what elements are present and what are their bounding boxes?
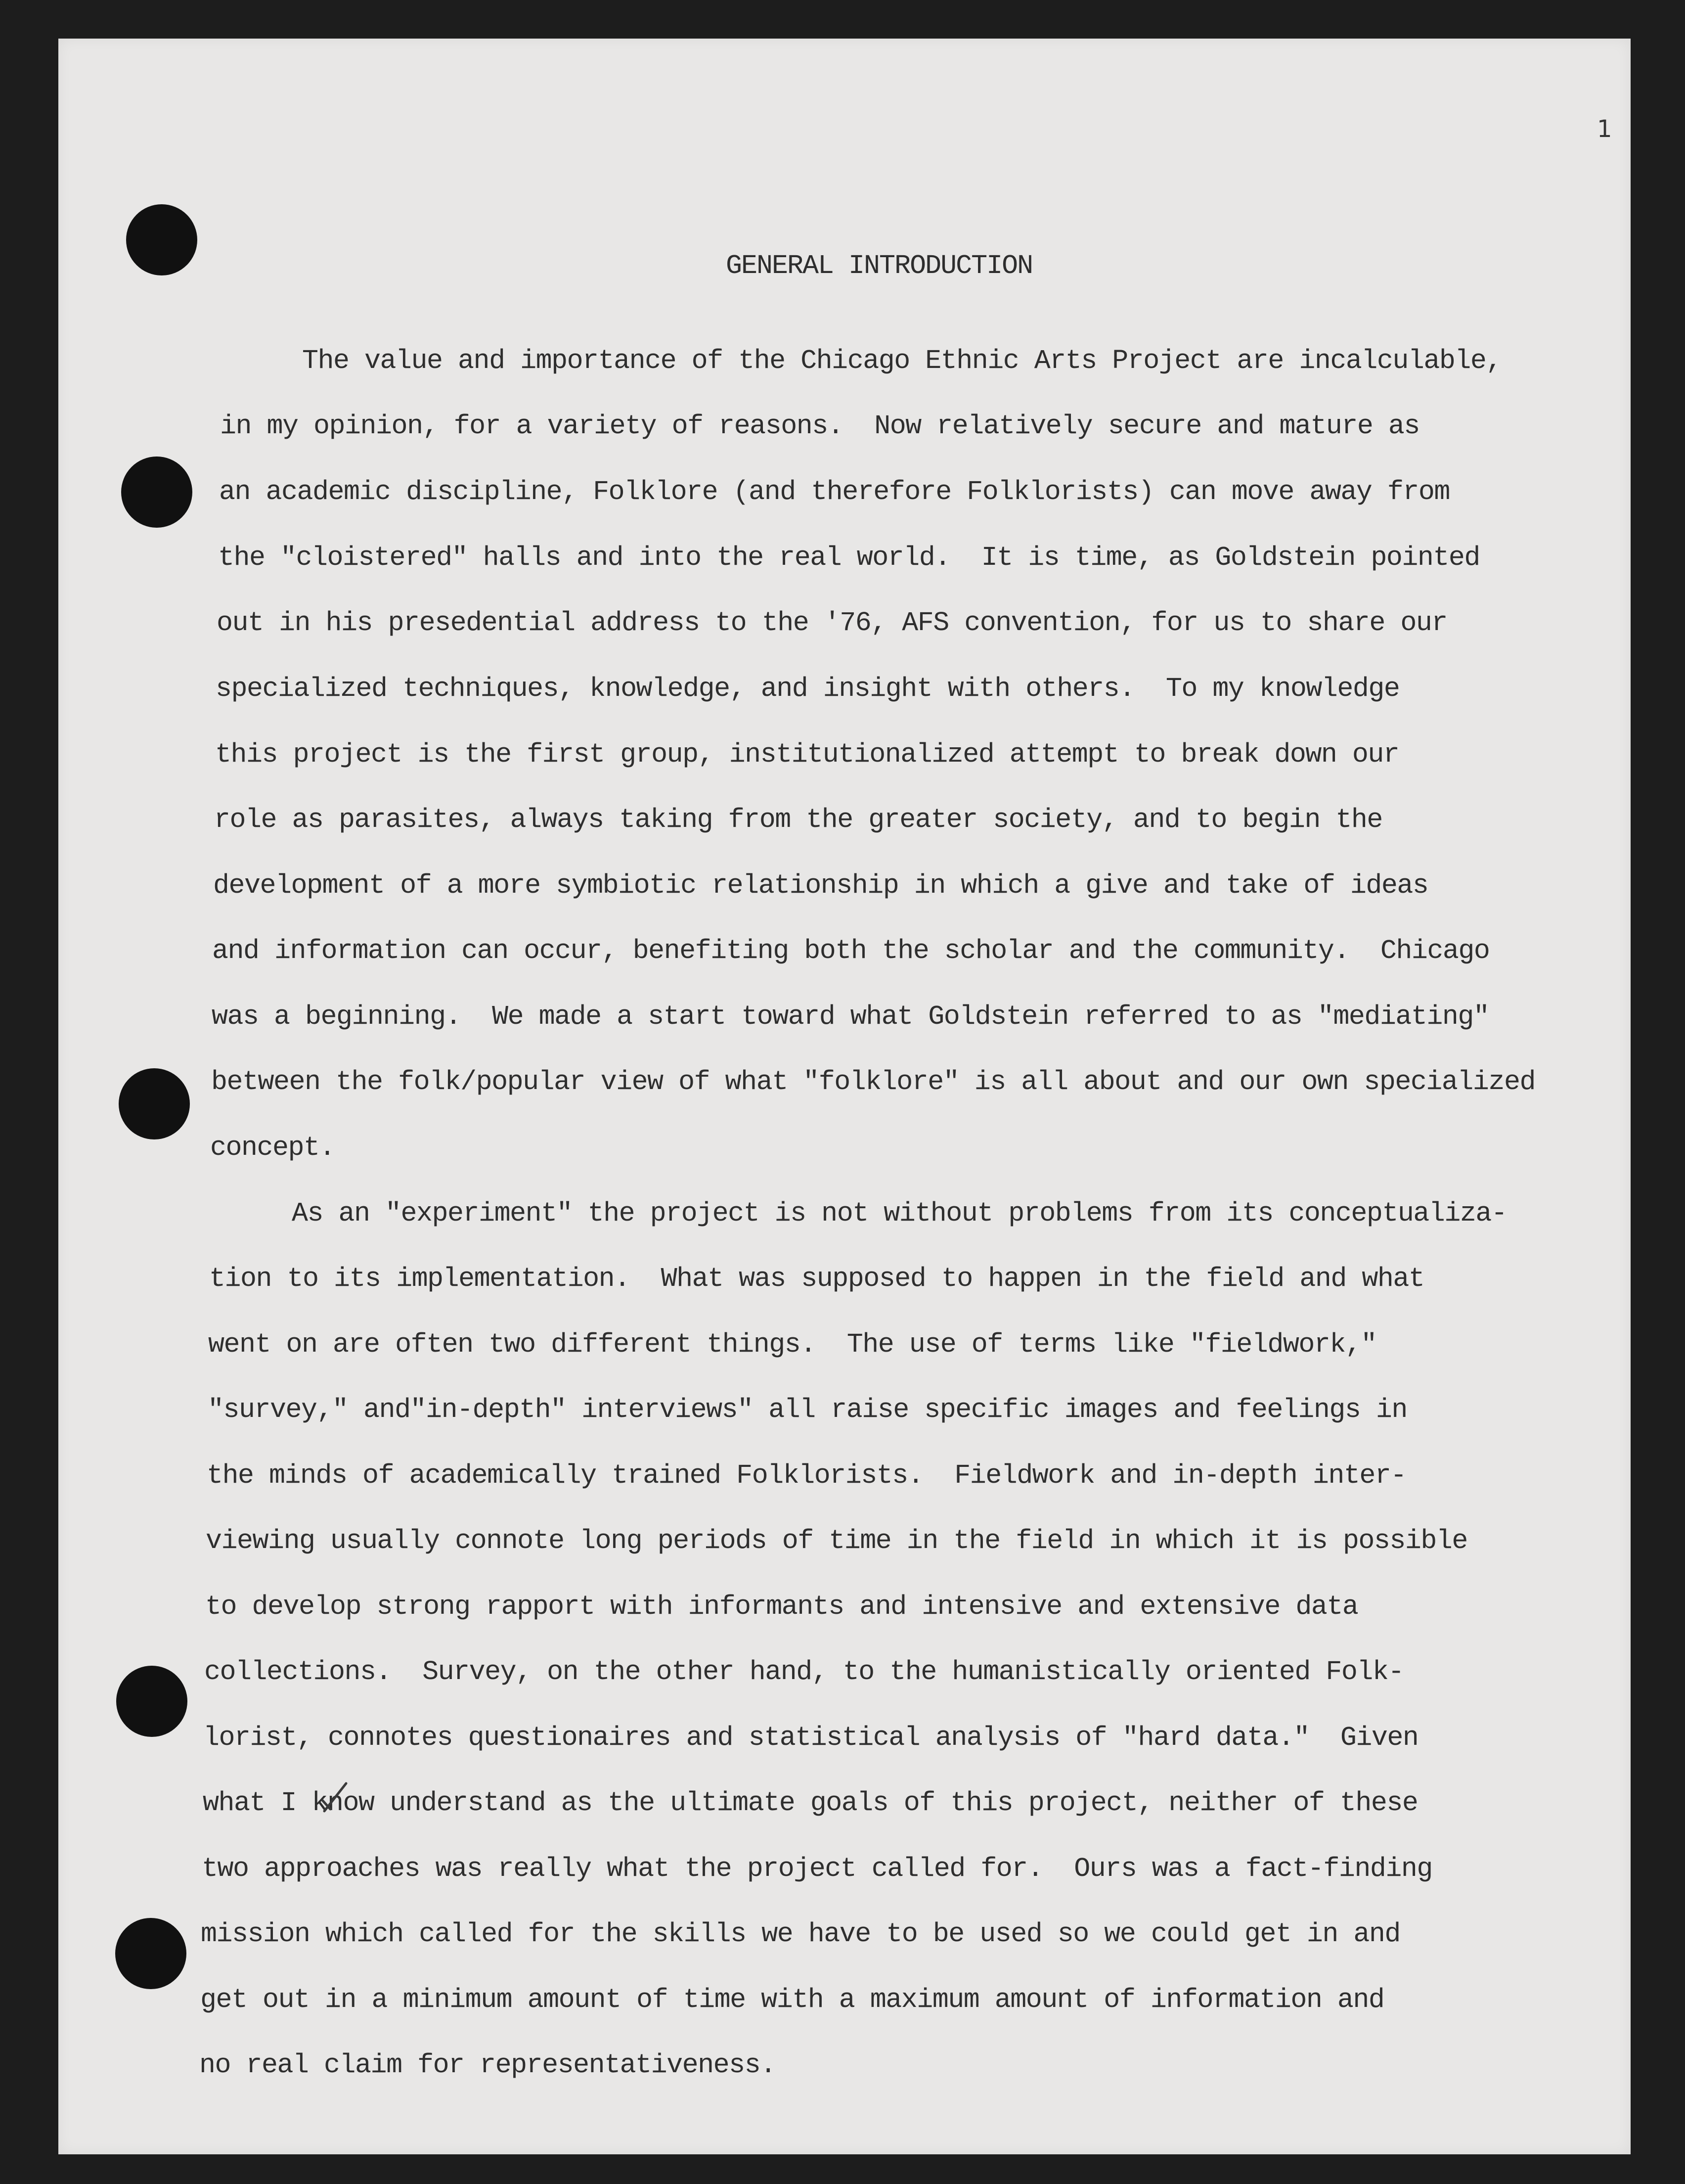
paragraph-line: out in his presedential address to the '76, AFS convention, for us to share our xyxy=(217,607,1447,638)
paragraph-line: to develop strong rapport with informants and intensive and extensive data xyxy=(205,1591,1358,1622)
paragraph-line: tion to its implementation. What was supposed to happen in the field and what xyxy=(209,1263,1424,1294)
typed-page xyxy=(58,39,1631,2154)
paragraph-line: concept. xyxy=(210,1132,335,1163)
paragraph-line: an academic discipline, Folklore (and therefore Folklorists) can move away from xyxy=(219,476,1450,507)
paragraph-line: The value and importance of the Chicago Ethnic Arts Project are incalculable, xyxy=(302,345,1502,376)
paragraph-line: specialized techniques, knowledge, and insight with others. To my knowledge xyxy=(216,673,1400,704)
handwritten-strike-mark xyxy=(320,1780,350,1815)
paragraph-line: collections. Survey, on the other hand, to the humanistically oriented Folk- xyxy=(204,1656,1404,1687)
paragraph-line: two approaches was really what the project called for. Ours was a fact-finding xyxy=(202,1853,1432,1884)
paragraph-line: lorist, connotes questionaires and statistical analysis of "hard data." Given xyxy=(203,1722,1419,1753)
paragraph-line: mission which called for the skills we have to be used so we could get in and xyxy=(201,1918,1400,1950)
paragraph-line: role as parasites, always taking from the greater society, and to begin the xyxy=(214,804,1382,835)
paragraph-line: "survey," and"in-depth" interviews" all raise specific images and feelings in xyxy=(208,1394,1407,1425)
paragraph-line: this project is the first group, institutionalized attempt to break down our xyxy=(215,739,1399,770)
paragraph-line: viewing usually connote long periods of time in the field in which it is possible xyxy=(206,1525,1467,1556)
punch-hole xyxy=(119,1068,190,1139)
paragraph-line: and information can occur, benefiting both the scholar and the community. Chicago xyxy=(212,935,1490,966)
punch-hole xyxy=(116,1666,187,1737)
punch-hole xyxy=(126,204,197,275)
paragraph-line: in my opinion, for a variety of reasons. Now relatively secure and mature as xyxy=(220,410,1419,442)
paragraph-line: went on are often two different things. The use of terms like "fieldwork," xyxy=(208,1329,1376,1360)
paragraph-line: the "cloistered" halls and into the real world. It is time, as Goldstein pointed xyxy=(218,542,1480,573)
paragraph-line: the minds of academically trained Folklorists. Fieldwork and in-depth inter- xyxy=(207,1460,1406,1491)
paragraph-line: what I know understand as the ultimate goals of this project, neither of these xyxy=(203,1787,1418,1819)
paragraph-line: development of a more symbiotic relationship in which a give and take of ideas xyxy=(213,870,1428,901)
paragraph-line: was a beginning. We made a start toward what Goldstein referred to as "mediating" xyxy=(212,1001,1489,1032)
paragraph-line: between the folk/popular view of what "folklore" is all about and our own specialized xyxy=(211,1066,1535,1097)
paragraph-line: As an "experiment" the project is not without problems from its conceptualiza- xyxy=(292,1198,1507,1229)
page-number: 1 xyxy=(1597,115,1612,143)
paragraph-line: no real claim for representativeness. xyxy=(199,2049,776,2081)
punch-hole xyxy=(121,456,192,528)
document-title: GENERAL INTRODUCTION xyxy=(726,250,1033,281)
paragraph-line: get out in a minimum amount of time with a maximum amount of information and xyxy=(200,1984,1384,2015)
punch-hole xyxy=(115,1918,186,1989)
